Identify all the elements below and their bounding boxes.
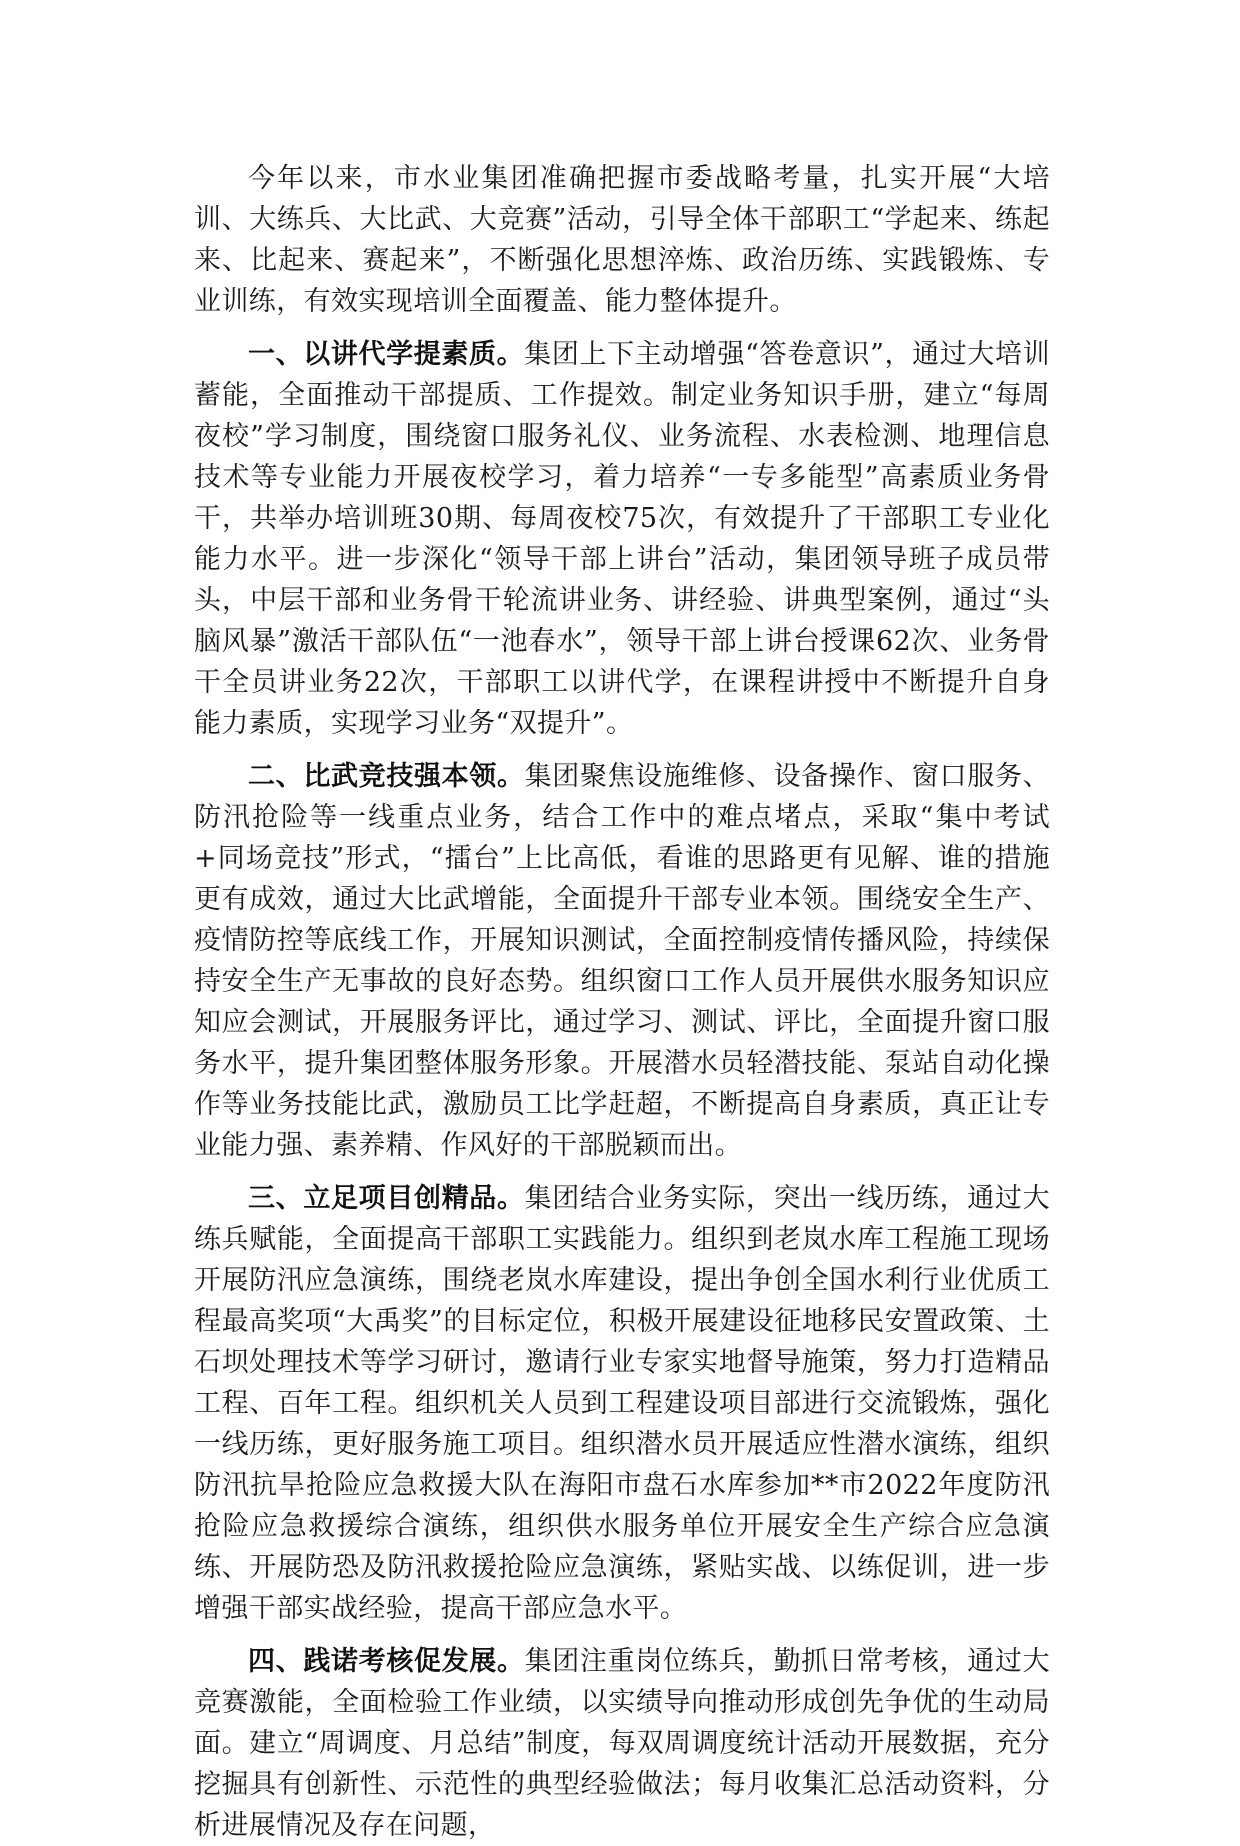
section-paragraph-2: [194, 756, 1050, 1166]
document-body: [194, 158, 1050, 1846]
section-text-3: 集团结合业务实际，突出一线历练，通过大练兵赋能，全面提高干部职工实践能力。组织到老岚水库工程施工现场开展防汛应急演练，围绕老岚水库建设，提出争创全国水利行业优质工程最高奖项“大禹奖”的目标定位，积极开展建设征地移民安置政策、土石坝处理技术等学习研讨，邀请行业专家实地督导施策，努力打造精品工程、百年工程。组织机关人员到工程建设项目部进行交流锻炼，强化一线历练，更好服务施工项目。组织潜水员开展适应性潜水演练，组织防汛抗旱抢险应急救援大队在海阳市盘石水库参加**市2022年度防汛抢险应急救援综合演练，组织供水服务单位开展安全生产综合应急演练、开展防恐及防汛救援抢险应急演练，紧贴实战、以练促训，进一步增强干部实战经验，提高干部应急水平。: [194, 1183, 1050, 1624]
section-heading-2: 二、比武竞技强本领。: [248, 761, 525, 792]
intro-paragraph: [194, 158, 1050, 322]
section-text-2: 集团聚焦设施维修、设备操作、窗口服务、防汛抢险等一线重点业务，结合工作中的难点堵点，采取“集中考试+同场竞技”形式，“擂台”上比高低，看谁的思路更有见解、谁的措施更有成效，通过大比武增能，全面提升干部专业本领。围绕安全生产、疫情防控等底线工作，开展知识测试，全面控制疫情传播风险，持续保持安全生产无事故的良好态势。组织窗口工作人员开展供水服务知识应知应会测试，开展服务评比，通过学习、测试、评比，全面提升窗口服务水平，提升集团整体服务形象。开展潜水员轻潜技能、泵站自动化操作等业务技能比武，激励员工比学赶超，不断提高自身素质，真正让专业能力强、素养精、作风好的干部脱颖而出。: [194, 761, 1050, 1161]
section-paragraph-1: [194, 334, 1050, 744]
section-heading-3: 三、立足项目创精品。: [248, 1183, 525, 1214]
intro-text: 今年以来，市水业集团准确把握市委战略考量，扎实开展“大培训、大练兵、大比武、大竞赛”活动，引导全体干部职工“学起来、练起来、比起来、赛起来”，不断强化思想淬炼、政治历练、实践锻炼、专业训练，有效实现培训全面覆盖、能力整体提升。: [194, 163, 1050, 317]
section-heading-1: 一、以讲代学提素质。: [248, 339, 525, 370]
section-paragraph-3: [194, 1178, 1050, 1629]
section-text-4: 集团注重岗位练兵，勤抓日常考核，通过大竞赛激能，全面检验工作业绩，以实绩导向推动形成创先争优的生动局面。建立“周调度、月总结”制度，每双周调度统计活动开展数据，充分挖掘具有创新性、示范性的典型经验做法；每月收集汇总活动资料，分析进展情况及存在问题，: [194, 1646, 1050, 1841]
section-paragraph-4: [194, 1641, 1050, 1846]
section-heading-4: 四、践诺考核促发展。: [248, 1646, 525, 1677]
section-text-1: 集团上下主动增强“答卷意识”，通过大培训蓄能，全面推动干部提质、工作提效。制定业务知识手册，建立“每周夜校”学习制度，围绕窗口服务礼仪、业务流程、水表检测、地理信息技术等专业能力开展夜校学习，着力培养“一专多能型”高素质业务骨干，共举办培训班30期、每周夜校75次，有效提升了干部职工专业化能力水平。进一步深化“领导干部上讲台”活动，集团领导班子成员带头，中层干部和业务骨干轮流讲业务、讲经验、讲典型案例，通过“头脑风暴”激活干部队伍“一池春水”，领导干部上讲台授课62次、业务骨干全员讲业务22次，干部职工以讲代学，在课程讲授中不断提升自身能力素质，实现学习业务“双提升”。: [194, 339, 1050, 739]
